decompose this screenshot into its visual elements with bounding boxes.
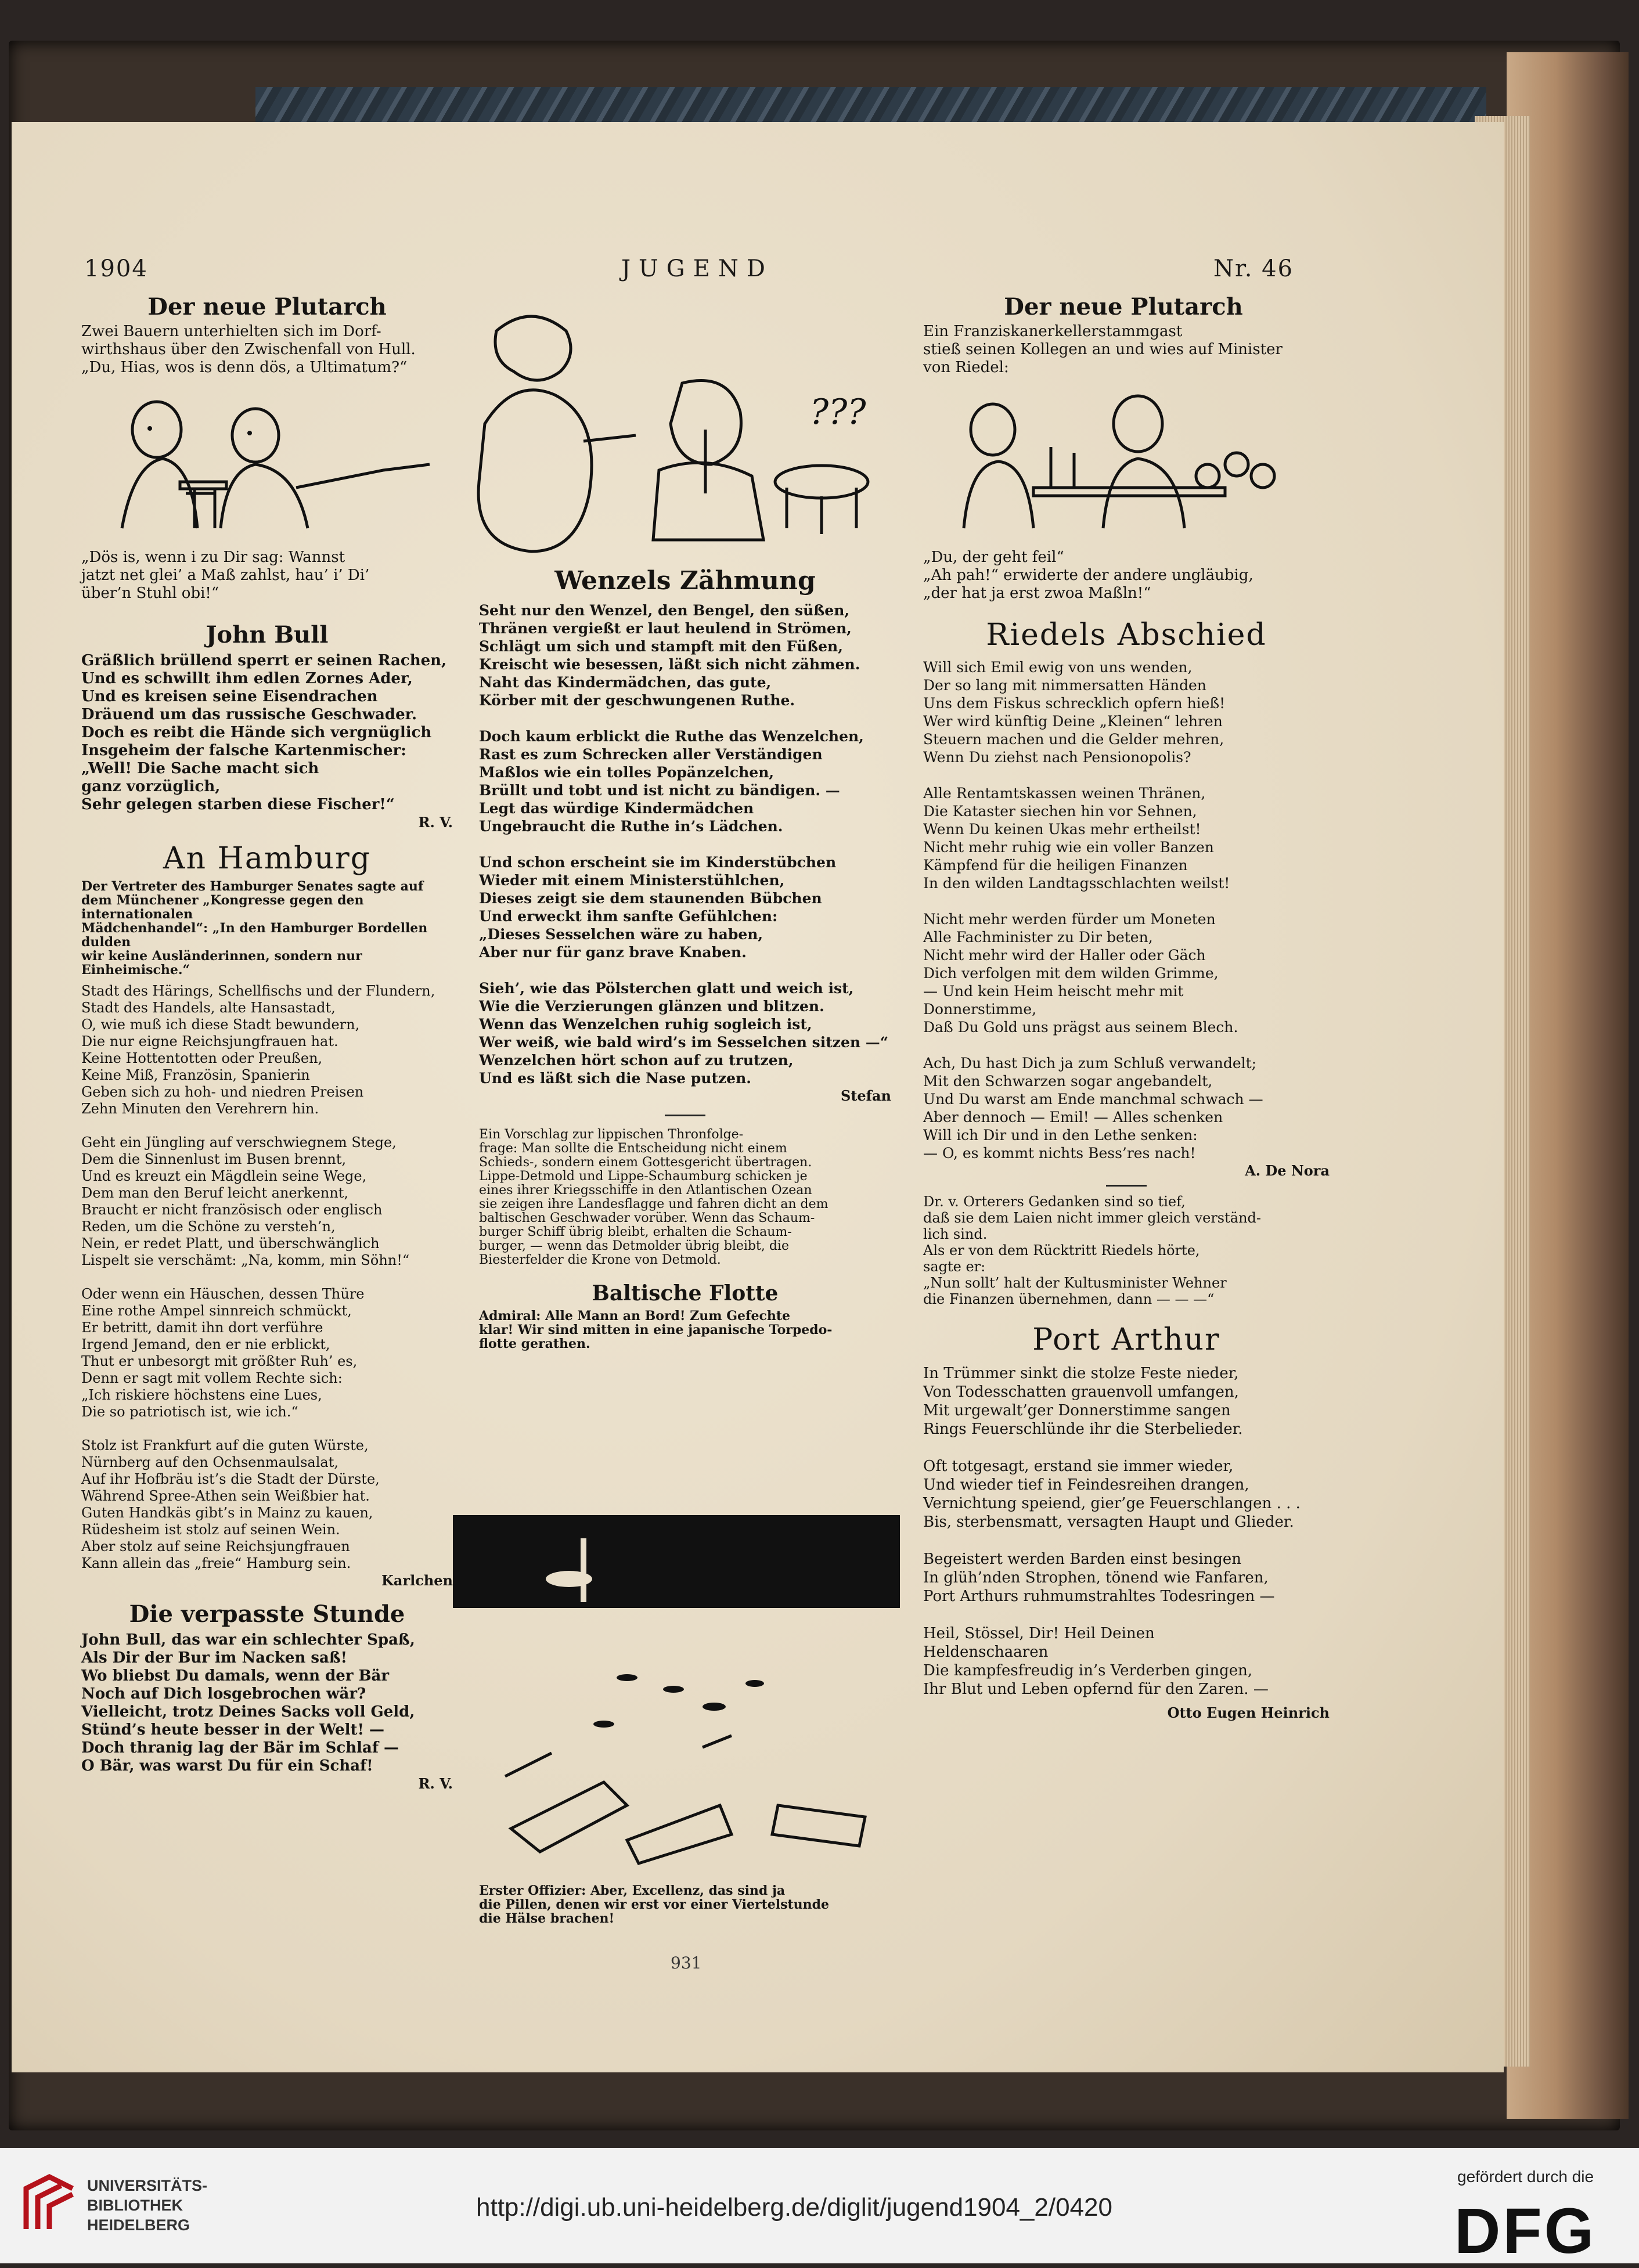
stunde-title: Die verpasste Stunde — [129, 1600, 405, 1628]
question-marks: ??? — [810, 392, 866, 432]
bauern-illustration — [81, 383, 453, 534]
plutarch-left-intro: Zwei Bauern unterhielten sich im Dorf- wirthshaus über den Zwischenfall von Hull. „Du, Hias, wos is denn dös, a Ultimatum?“ — [81, 323, 416, 376]
viewer-footer — [0, 2148, 1639, 2267]
dfg-logo[interactable]: DFG — [1454, 2195, 1597, 2267]
middle-column — [479, 566, 891, 1351]
funding-caption: gefördert durch die — [1457, 2168, 1594, 2186]
johnbull-signature: R. V. — [418, 814, 453, 831]
riedel-title: Riedels Abschied — [986, 618, 1267, 652]
permalink-url[interactable]: http://digi.ub.uni-heidelberg.de/diglit/jugend1904_2/0420 — [476, 2193, 1112, 2222]
arthur-title: Port Arthur — [1032, 1322, 1220, 1357]
wenzel-illustration — [462, 308, 914, 563]
hamburg-signature: Karlchen — [381, 1572, 453, 1589]
plutarch-right-answer: „Du, der geht feil“ „Ah pah!“ erwiderte der andere ungläubig, „der hat ja erst zwoa Maßln!“ — [923, 549, 1253, 602]
wenzel-text: Seht nur den Wenzel, den Bengel, den süßen, Thränen vergießt er laut heulend in Strömen, Schlägt um sich und stampft mit den Füßen, Kreischt wie besessen, läßt sich nicht zähmen. Naht das Kindermädchen, das gute, Körber mit der geschwungenen Ruthe. Doch kaum erblickt die Ruthe das Wenzelchen, Rast es zum Schrecken aller Verständigen Maßlos wie ein tolles Popänzelchen, Brüllt und tobt und ist nicht zu bändigen. — Legt das würdige Kindermädchen Ungebraucht die Ruthe in’s Lädchen. Und schon erscheint sie im Kinderstübchen Wieder mit einem Ministerstühlchen, Dieses zeigt sie dem staunenden Bübchen Und erweckt ihm sanfte Gefühlchen: „Dieses Sesselchen wäre zu haben, Aber nur für ganz brave Knaben. Sieh’, wie das Pölsterchen glatt und weich ist, Wie die Verzierungen glänzen und blitzen. Wenn das Wenzelchen ruhig sogleich ist, Wer weiß, wie bald wird’s im Sesselchen sitzen —“ Wenzelchen hört schon auf zu trutzen, Und es läßt sich die Nase putzen. — [479, 602, 889, 1087]
middle-caption — [479, 1884, 891, 1926]
left-column-2 — [81, 549, 453, 1792]
orterer-text: Dr. v. Orterers Gedanken sind so tief, daß sie dem Laien nicht immer gleich verständ- lich sind. Als er von dem Rücktritt Riedels hörte, sagte er: „Nun sollt’ halt der Kultusminister Wehner die Finanzen übernehmen, dann — — —“ — [923, 1194, 1261, 1307]
plutarch-left-answer: „Dös is, wenn i zu Dir sag: Wannst jatzt net glei’ a Maß zahlst, hau’ i’ Di’ über’n Stuhl obi!“ — [81, 549, 370, 602]
journal-title: JUGEND — [621, 255, 773, 282]
issue-number: Nr. 46 — [1213, 255, 1294, 282]
arthur-text: In Trümmer sinkt die stolze Feste nieder, Von Todesschatten grauenvoll umfangen, Mit urgewalt’ger Donnerstimme sangen Rings Feuerschlünde ihr die Sterbelieder. Oft totgesagt, erstand sie immer wieder, Und wieder tief in Feindesreihen drangen, Vernichtung speiend, gier’ge Feuerschlangen . . . Bis, sterbensmatt, versagten Haupt und Glieder. Begeistert werden Barden einst besingen In glüh’nden Strophen, tönend wie Fanfaren, Port Arthurs ruhmumstrahltes Todesringen — Heil, Stössel, Dir! Heil Deinen Heldenschaaren Die kampfesfreudig in’s Verderben gingen, Ihr Blut und Leben opfernd für den Zaren. — — [923, 1365, 1301, 1698]
flotte-illustration — [453, 1503, 900, 1875]
hamburg-text: Stadt des Härings, Schellfischs und der Flundern, Stadt des Handels, alte Hansastadt, O, wie muß ich diese Stadt bewundern, Die nur eigne Reichsjungfrauen hat. Keine Hottentotten oder Preußen, Keine Miß, Französin, Spanierin Geben sich zu hoh- und niedren Preisen Zehn Minuten den Verehrern hin. Geht ein Jüngling auf verschwiegnem Stege, Dem die Sinnenlust im Busen brennt, Und es kreuzt ein Mägdlein seine Wege, Dem man den Beruf leicht anerkennt, Braucht er nicht französisch oder englisch Reden, um die Schöne zu versteh’n, Nein, er redet Platt, und überschwänglich Lispelt sie verschämt: „Na, komm, min Söhn!“ Oder wenn ein Häuschen, dessen Thüre Eine rothe Ampel sinnreich schmückt, Er betritt, damit ihn dort verführe Irgend Jemand, den er nie erblickt, Thut er unbesorgt mit größter Ruh’ es, Denn er sagt mit vollem Rechte sich: „Ich riskiere höchstens eine Lues, Die so patriotisch ist, wie ich.“ Stolz ist Frankfurt auf die guten Würste, Nürnberg auf den Ochsenmaulsalat, Auf ihr Hofbräu ist’s die Stadt der Dürste, Während Spree-Athen sein Weißbier hat. Guten Handkäs gibt’s in Mainz zu kauen, Rüdesheim ist stolz auf seinen Wein. Aber stolz auf seine Reichsjungfrauen Kann allein das „freie“ Hamburg sein. — [81, 983, 435, 1571]
riedel-illustration — [946, 389, 1306, 540]
stunde-signature: R. V. — [418, 1775, 453, 1792]
right-column — [923, 293, 1324, 377]
plutarch-right-intro: Ein Franziskanerkellerstammgast stieß seinen Kollegen an und wies auf Minister von Riedel: — [923, 323, 1283, 376]
plutarch-right-title: Der neue Plutarch — [1004, 293, 1243, 320]
lippe-text: Ein Vorschlag zur lippischen Thronfolge- frage: Man sollte die Entscheidung nicht einem Schieds-, sondern einem Gottesgericht übertragen. Lippe-Detmold und Lippe-Schaumburg schicken je eines ihrer Kriegsschiffe in den Atlantischen Ozean sie zeigen ihre Landesflagge und fahren dicht an dem baltischen Geschwader vorüber. Wenn das Schaum- burger Schiff übrig bleibt, erhalten die Schaum- burger, — wenn das Detmolder übrig bleibt, die Biesterfelder die Krone von Detmold. — [479, 1127, 828, 1267]
flotte-title: Baltische Flotte — [592, 1281, 779, 1306]
riedel-text: Will sich Emil ewig von uns wenden, Der so lang mit nimmersatten Händen Uns dem Fiskus schrecklich opfern hieß! Wer wird künftig Deine „Kleinen“ lehren Steuern machen und die Gelder mehren, Wenn Du ziehst nach Pensionopolis? Alle Rentamtskassen weinen Thränen, Die Kataster siechen hin vor Sehnen, Wenn Du keinen Ukas mehr ertheilst! Nicht mehr ruhig wie ein voller Banzen Kämpfend für die heiligen Finanzen In den wilden Landtagsschlachten weilst! Nicht mehr werden fürder um Moneten Alle Fachminister zu Dir beten, Nicht mehr wird der Haller oder Gäch Dich verfolgen mit dem wilden Grimme, — Und kein Heim heischt mehr mit Donnerstimme, Daß Du Gold uns prägst aus seinem Blech. Ach, Du hast Dich ja zum Schluß verwandelt; Mit den Schwarzen sogar angebandelt, Und Du warst am Ende manchmal schwach — Aber dennoch — Emil! — Alles schenken Will ich Dir und in den Lethe senken: — O, es kommt nichts Bess’res nach! — [923, 659, 1263, 1162]
wenzel-signature: Stefan — [840, 1087, 891, 1104]
plutarch-left-title: Der neue Plutarch — [147, 293, 387, 320]
hamburg-intro: Der Vertreter des Hamburger Senates sagte auf dem Münchener „Kongresse gegen den internationalen Mädchenhandel“: „In den Hamburger Bordellen dulden wir keine Ausländerinnen, sondern nur Einheimische.“ — [81, 879, 428, 978]
left-column — [81, 293, 453, 377]
stunde-text: John Bull, das war ein schlechter Spaß, Als Dir der Bur im Nacken saß! Wo bliebst Du damals, wenn der Bär Noch auf Dich losgebrochen wär? Vielleicht, trotz Deines Sacks voll Geld, Stünd’s heute besser in der Welt! — Doch thranig lag der Bär im Schlaf — O Bär, was warst Du für ein Schaf! — [81, 1631, 415, 1775]
divider — [665, 1115, 705, 1116]
divider-right — [1106, 1185, 1147, 1187]
riedel-signature: A. De Nora — [1245, 1162, 1330, 1179]
johnbull-text: Gräßlich brüllend sperrt er seinen Rachen, Und es schwillt ihm edlen Zornes Ader, Und es kreisen seine Eisendrachen Dräuend um das russische Geschwader. Doch es reibt die Hände sich vergnüglich Insgeheim der falsche Kartenmischer: „Well! Die Sache macht sich ganz vorzüglich, Sehr gelegen starben diese Fischer!“ — [81, 652, 447, 813]
hamburg-title: An Hamburg — [163, 841, 372, 876]
library-name[interactable]: UNIVERSITÄTS- BIBLIOTHEK HEIDELBERG — [87, 2177, 208, 2234]
page-number: 931 — [671, 1953, 702, 1973]
flotte-caption: Erster Offizier: Aber, Excellenz, das sind ja die Pillen, denen wir erst vor einer Viertelstunde die Hälse brachen! — [479, 1883, 830, 1926]
johnbull-title: John Bull — [206, 621, 329, 648]
arthur-signature: Otto Eugen Heinrich — [1167, 1704, 1330, 1721]
wenzel-title: Wenzels Zähmung — [554, 566, 816, 596]
university-logo-icon[interactable] — [17, 2171, 81, 2241]
flotte-text: Admiral: Alle Mann an Bord! Zum Gefechte klar! Wir sind mitten in eine japanische Torpedo- flotte gerathen. — [479, 1308, 833, 1351]
issue-year: 1904 — [84, 255, 148, 282]
right-column-2 — [923, 549, 1330, 1721]
